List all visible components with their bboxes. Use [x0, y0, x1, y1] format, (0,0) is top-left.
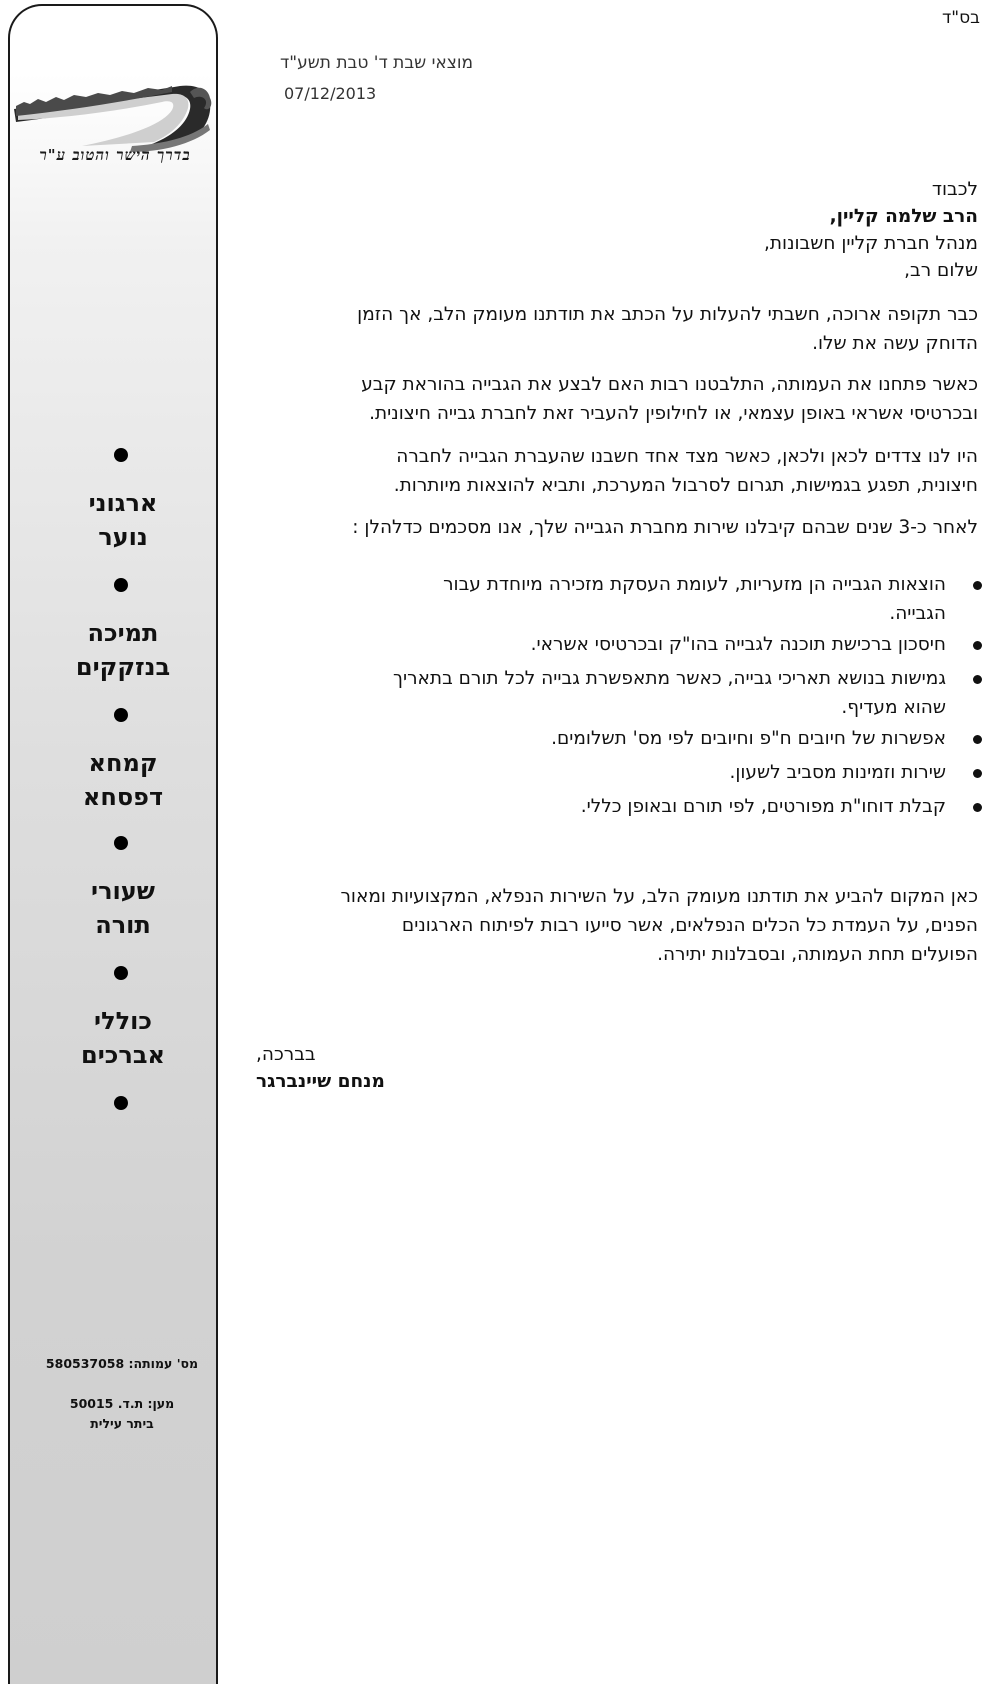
menu-item-line: נוער: [98, 523, 148, 551]
list-item-line: שירות וזמינות מסביב לשעון.: [729, 762, 946, 783]
list-item-text: [306, 630, 946, 659]
menu-item-kollels: [30, 1004, 216, 1072]
signature-name: מנחם שיינברגר: [256, 1071, 385, 1092]
menu-item-line: בנזקקים: [75, 653, 171, 681]
menu-item-torah-lessons: [30, 874, 216, 942]
list-item-line: גמישות בנושא תאריכי גבייה, כאשר מתאפשרת גבייה לכל תורם בתאריך: [393, 668, 946, 689]
list-item-text: [306, 758, 946, 787]
paragraph-line: לאחר כ-3 שנים שבהם קיבלנו שירות מחברת הגבייה שלך, אנו מסכמים כדלהלן :: [352, 517, 978, 538]
menu-item-line: כוללי: [94, 1007, 152, 1035]
bullet-icon: [973, 769, 982, 778]
address-po-box: מען: ת.ד. 50015: [69, 1396, 175, 1411]
bsd-header: בס"ד: [942, 8, 980, 28]
list-item-line: הגבייה.: [889, 603, 946, 624]
menu-item-line: אברכים: [81, 1041, 165, 1069]
logo-wave-graphic: [12, 64, 216, 159]
list-item: [306, 630, 946, 659]
list-item-line: שהוא מעדיף.: [841, 697, 946, 718]
menu-item-line: תמיכה: [87, 619, 159, 647]
menu-item-youth-organizations: [30, 486, 216, 554]
list-item-text: [306, 570, 946, 628]
menu-item-line: שעורי: [91, 877, 155, 905]
menu-item-line: תורה: [95, 911, 151, 939]
list-item: [306, 724, 946, 753]
bullet-icon: [973, 675, 982, 684]
list-item-line: הוצאות הגבייה הן מזעריות, לעומת העסקת מזכירה מיוחדת עבור: [443, 574, 946, 595]
menu-item-support-needy: [30, 616, 216, 684]
menu-bullet-icon: [114, 1096, 128, 1110]
menu-bullet-icon: [114, 708, 128, 722]
bullet-icon: [973, 641, 982, 650]
paragraph-line: הפועלים תחת העמותה, ובסבלנות יתירה.: [657, 944, 978, 965]
recipient-title: מנהל חברת קליין חשבונות,: [764, 233, 978, 254]
paragraph-line: הדוחק עשה את שלו.: [812, 333, 978, 354]
paragraph-line: ובכרטיסי אשראי באופן עצמאי, או לחילופין להעביר זאת לחברת גבייה חיצונית.: [369, 403, 978, 424]
bullet-icon: [973, 735, 982, 744]
menu-bullet-icon: [114, 836, 128, 850]
paragraph-intro: [258, 300, 978, 358]
address-city: ביתר עילית: [90, 1416, 154, 1431]
list-item-text: [306, 664, 946, 722]
menu-bullet-icon: [114, 448, 128, 462]
list-item: [306, 570, 946, 628]
bullet-icon: [973, 803, 982, 812]
menu-item-line: דפסחא: [82, 783, 164, 811]
menu-item-passover-flour: [30, 746, 216, 814]
paragraph-line: חיצונית, תפגע בגמישות, תגרום לסרבול המערכת, ותביא להוצאות מיותרות.: [393, 475, 978, 496]
association-number: מס' עמותה: 580537058: [45, 1356, 199, 1371]
gregorian-date: 07/12/2013: [284, 84, 377, 103]
list-item-line: קבלת דוחו"ת מפורטים, לפי תורם ובאופן כללי.: [580, 796, 946, 817]
list-item: [306, 758, 946, 787]
closing: בברכה,: [256, 1044, 316, 1065]
paragraph-line: הפנים, על העמדת כל הכלים הנפלאים, אשר סייעו רבות לפיתוח הארגונים: [401, 915, 978, 936]
hebrew-date: מוצאי שבת ד' טבת תשע"ד: [280, 53, 474, 73]
recipient-name: הרב שלמה קליין,: [829, 206, 978, 227]
paragraph-thanks: [238, 882, 978, 969]
list-item: [306, 664, 946, 722]
logo-caption: בדרך הישר והטוב ע"ר: [39, 146, 191, 164]
list-item-text: [306, 724, 946, 753]
sidebar-panel: [8, 4, 218, 1684]
paragraph-line: כאשר פתחנו את העמותה, התלבטנו רבות האם לבצע את הגבייה בהוראת קבע: [361, 374, 978, 395]
list-item-text: [306, 792, 946, 821]
menu-bullet-icon: [114, 966, 128, 980]
paragraph-line: כאן המקום להביע את תודתנו מעומק הלב, על השירות הנפלא, המקצועיות ומאור: [340, 886, 978, 907]
to-label: לכבוד: [931, 179, 978, 200]
paragraph-summary-intro: [258, 513, 978, 542]
bullet-icon: [973, 581, 982, 590]
paragraph-decision: [258, 370, 978, 428]
greeting: שלום רב,: [904, 260, 978, 281]
paragraph-line: כבר תקופה ארוכה, חשבתי להעלות על הכתב את תודתנו מעומק הלב, אך הזמן: [357, 304, 978, 325]
paragraph-considerations: [258, 442, 978, 500]
menu-item-line: ארגוני: [88, 489, 158, 517]
paragraph-line: היו לנו צדדים לכאן ולכאן, כאשר מצד אחד חשבנו שהעברת הגבייה לחברה: [396, 446, 978, 467]
menu-bullet-icon: [114, 578, 128, 592]
list-item-line: חיסכון ברכישת תוכנה לגבייה בהו"ק ובכרטיסי אשראי.: [530, 634, 946, 655]
list-item-line: אפשרות של חיובים ח"פ וחיובים לפי מס' תשלומים.: [551, 728, 946, 749]
menu-item-line: קמחא: [88, 749, 158, 777]
list-item: [306, 792, 946, 821]
